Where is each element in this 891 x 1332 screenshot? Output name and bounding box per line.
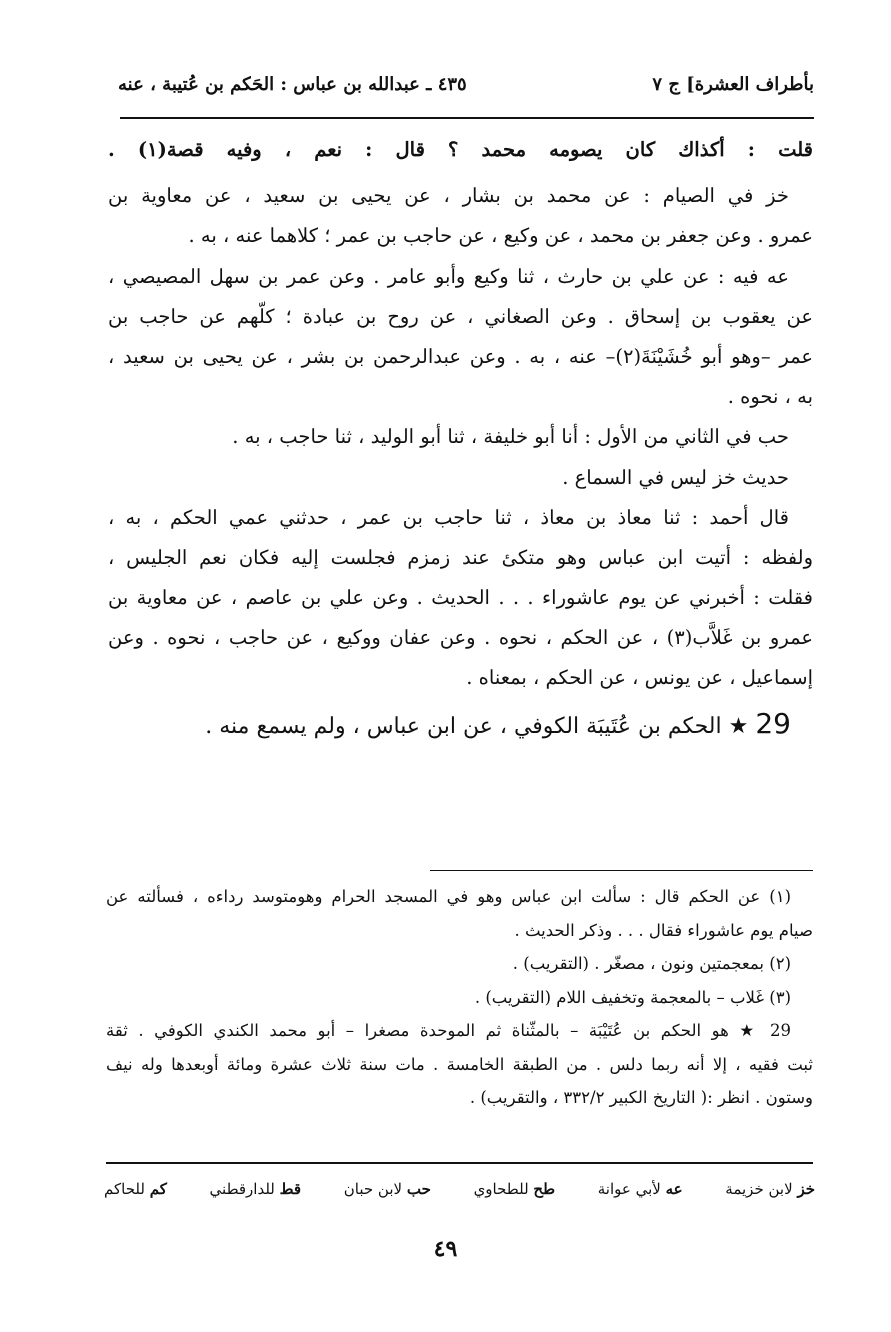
- text-line: فقلت : أخبرني عن يوم عاشوراء . . . الحديث . وعن علي بن عاصم ، عن معاوية بن: [108, 586, 813, 610]
- header-book-volume: بأطراف العشرة] ج ٧: [652, 73, 814, 95]
- legend-code: قط: [279, 1180, 302, 1198]
- legend-code: خز: [797, 1180, 815, 1198]
- footnote-line: صيام يوم عاشوراء فقال . . . وذكر الحديث .: [514, 920, 813, 940]
- page-header: [118, 64, 814, 104]
- text-line: عمرو . وعن جعفر بن محمد ، عن وكيع ، عن حاجب بن عمر ؛ كلاهما عنه ، به .: [188, 224, 813, 248]
- text-line: به ، نحوه .: [727, 385, 813, 409]
- footnotes: [106, 880, 813, 1115]
- footnote-line: (٣) غَلاب – بالمعجمة وتخفيف اللام (التقريب) .: [474, 987, 791, 1007]
- main-text: [108, 130, 813, 749]
- footnote-line: ثبت فقيه ، إلا أنه ربما دلس . من الطبقة الخامسة . مات سنة ثلاث عشرة ومائة أوبعدها وله نيف: [106, 1054, 813, 1074]
- legend-item: [344, 1180, 431, 1198]
- text-line: إسماعيل ، عن يونس ، عن الحكم ، بمعناه .: [466, 666, 813, 690]
- footnote-rule: [430, 870, 813, 871]
- text-line: ولفظه : أتيت ابن عباس وهو متكئ عند زمزم فجلست إليه فكان نعم الجليس ،: [108, 545, 813, 569]
- legend-code: عه: [665, 1180, 683, 1198]
- legend-item: [598, 1180, 683, 1198]
- text-line: خز في الصيام : عن محمد بن بشار ، عن يحيى بن سعيد ، عن معاوية بن: [108, 184, 789, 208]
- text-line: قال أحمد : ثنا معاذ بن معاذ ، ثنا حاجب بن عمر ، حدثني عمي الحكم ، به ،: [108, 505, 789, 529]
- footnote-line: (٢) بمعجمتين ونون ، مصغّر . (التقريب) .: [512, 954, 791, 973]
- text-line: قلت : أكذاك كان يصومه محمد ؟ قال : نعم ، وفيه قصة(١) .: [108, 138, 813, 161]
- page-number: ٤٩: [433, 1236, 458, 1262]
- header-chapter-title: ٤٣٥ ـ عبدالله بن عباس : الحَكم بن عُتيبة ، عنه: [118, 73, 467, 95]
- legend-item: [474, 1180, 555, 1198]
- text-line: عن يعقوب بن إسحاق . وعن الصغاني ، عن روح بن عبادة ؛ كلّهم عن حاجب بن: [108, 304, 813, 328]
- text-line: حب في الثاني من الأول : أنا أبو خليفة ، ثنا أبو الوليد ، ثنا حاجب ، به .: [232, 425, 789, 449]
- footnote-line: 29 ★ هو الحكم بن عُتَيْبَة – بالمثّناة ثم الموحدة مصغرا – أبو محمد الكندي الكوفي . ثقة: [106, 1021, 791, 1040]
- legend-item: [210, 1180, 302, 1198]
- legend-code: طح: [533, 1180, 556, 1198]
- legend-label: لابن خزيمة: [725, 1180, 793, 1198]
- legend-label: للطحاوي: [473, 1180, 529, 1198]
- entry-number: 29: [755, 706, 791, 740]
- legend-item: [725, 1180, 815, 1198]
- header-rule: [120, 117, 814, 119]
- legend-rule: [106, 1162, 813, 1164]
- footnote-line: (١) عن الحكم قال : سألت ابن عباس وهو في المسجد الحرام وهومتوسد رداءه ، فسألته عن: [106, 887, 791, 906]
- legend-label: للدارقطني: [209, 1180, 275, 1198]
- legend-label: للحاكم: [104, 1180, 145, 1198]
- narrator-entry: [108, 699, 813, 749]
- legend-item: [104, 1180, 167, 1198]
- text-line: عه فيه : عن علي بن حارث ، ثنا وكيع وأبو عامر . وعن عمر بن سهل المصيصي ،: [108, 264, 789, 288]
- legend-label: لأبي عوانة: [597, 1180, 661, 1198]
- text-line: عمرو بن غَلاَّب(٣) ، عن الحكم ، نحوه . وعن عفان ووكيع ، عن حاجب ، نحوه . وعن: [108, 626, 813, 650]
- text-line: حديث خز ليس في السماع .: [562, 465, 789, 489]
- footnote-line: وستون . انظر :( التاريخ الكبير ٣٣٢/٢ ، والتقريب) .: [469, 1088, 813, 1107]
- abbreviation-legend: [104, 1174, 815, 1204]
- legend-code: كم: [149, 1180, 167, 1198]
- legend-code: حب: [406, 1180, 431, 1198]
- legend-label: لابن حبان: [343, 1180, 403, 1198]
- star-icon: ★: [728, 713, 749, 739]
- entry-text: الحكم بن عُتَيبَة الكوفي ، عن ابن عباس ، ولم يسمع منه .: [205, 713, 722, 739]
- text-line: عمر –وهو أبو خُشَيْنَةَ(٢)– عنه ، به . وعن عبدالرحمن بن بشر ، عن يحيى بن سعيد ،: [108, 344, 813, 368]
